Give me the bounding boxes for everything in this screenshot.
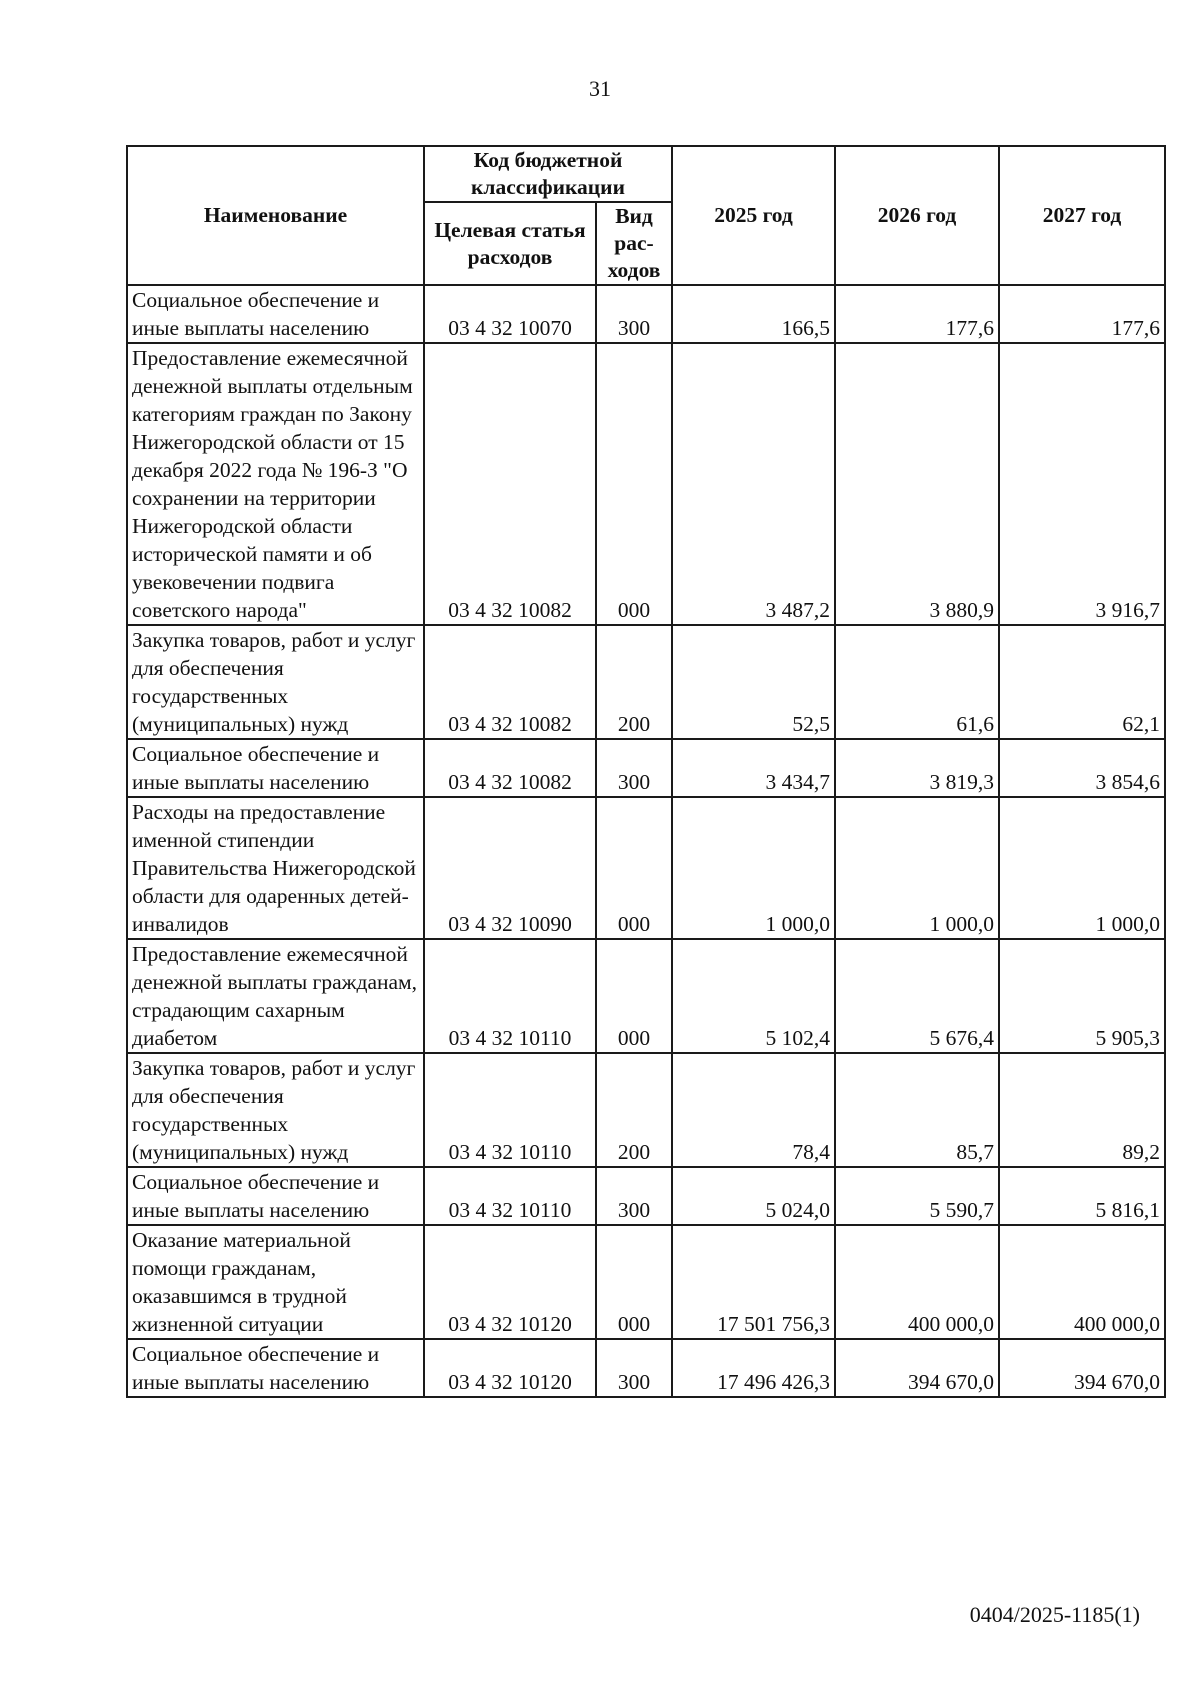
cell-2026: 177,6 [835,285,999,343]
cell-2026: 5 676,4 [835,939,999,1053]
table-row [127,1225,1165,1339]
cell-expense-type: 300 [596,1167,672,1225]
cell-2027: 3 854,6 [999,739,1165,797]
document-id: 0404/2025-1185(1) [969,1602,1140,1627]
cell-target-item: 03 4 32 10090 [424,797,596,939]
cell-name: Оказание материальной помощи гражданам, оказавшимся в трудной жизненной ситуации [127,1225,424,1339]
cell-2026: 3 880,9 [835,343,999,625]
cell-2026: 3 819,3 [835,739,999,797]
cell-2025: 17 501 756,3 [672,1225,835,1339]
table-row [127,285,1165,343]
cell-expense-type: 300 [596,285,672,343]
cell-2026: 61,6 [835,625,999,739]
cell-expense-type: 000 [596,1225,672,1339]
cell-name: Предоставление ежемесячной денежной выплаты гражданам, страдающим сахарным диабетом [127,939,424,1053]
cell-2027: 89,2 [999,1053,1165,1167]
cell-expense-type: 000 [596,939,672,1053]
cell-2025: 5 024,0 [672,1167,835,1225]
table-row [127,939,1165,1053]
table-header [127,146,1165,285]
cell-2027: 1 000,0 [999,797,1165,939]
page-number: 31 [589,76,611,101]
table-row [127,625,1165,739]
table-row [127,1339,1165,1397]
cell-target-item: 03 4 32 10082 [424,625,596,739]
table-row [127,1053,1165,1167]
cell-target-item: 03 4 32 10110 [424,1167,596,1225]
cell-2025: 17 496 426,3 [672,1339,835,1397]
cell-2026: 394 670,0 [835,1339,999,1397]
header-expense-type: Вид рас-ходов [596,202,672,285]
cell-2027: 400 000,0 [999,1225,1165,1339]
cell-expense-type: 200 [596,1053,672,1167]
cell-2027: 3 916,7 [999,343,1165,625]
cell-expense-type: 300 [596,1339,672,1397]
cell-2027: 5 816,1 [999,1167,1165,1225]
cell-target-item: 03 4 32 10120 [424,1225,596,1339]
cell-target-item: 03 4 32 10110 [424,939,596,1053]
header-2027: 2027 год [999,146,1165,285]
cell-2027: 5 905,3 [999,939,1165,1053]
cell-target-item: 03 4 32 10070 [424,285,596,343]
cell-name: Социальное обеспечение и иные выплаты населению [127,285,424,343]
cell-2027: 177,6 [999,285,1165,343]
table-body [127,285,1165,1397]
header-2025: 2025 год [672,146,835,285]
cell-name: Социальное обеспечение и иные выплаты населению [127,1339,424,1397]
header-2026: 2026 год [835,146,999,285]
cell-2025: 78,4 [672,1053,835,1167]
header-target-item: Целевая статья расходов [424,202,596,285]
cell-2027: 62,1 [999,625,1165,739]
cell-2026: 5 590,7 [835,1167,999,1225]
table-row [127,797,1165,939]
table-row [127,1167,1165,1225]
cell-target-item: 03 4 32 10082 [424,739,596,797]
table-row [127,343,1165,625]
cell-2025: 5 102,4 [672,939,835,1053]
cell-name: Расходы на предоставление именной стипендии Правительства Нижегородской области для одаренных детей-инвалидов [127,797,424,939]
cell-expense-type: 200 [596,625,672,739]
cell-2026: 1 000,0 [835,797,999,939]
cell-target-item: 03 4 32 10120 [424,1339,596,1397]
cell-2026: 85,7 [835,1053,999,1167]
cell-expense-type: 000 [596,343,672,625]
cell-2027: 394 670,0 [999,1339,1165,1397]
cell-2025: 3 434,7 [672,739,835,797]
cell-expense-type: 000 [596,797,672,939]
cell-expense-type: 300 [596,739,672,797]
cell-target-item: 03 4 32 10110 [424,1053,596,1167]
cell-2025: 52,5 [672,625,835,739]
header-name: Наименование [127,146,424,285]
cell-2025: 166,5 [672,285,835,343]
cell-name: Социальное обеспечение и иные выплаты населению [127,1167,424,1225]
table-row [127,739,1165,797]
cell-name: Закупка товаров, работ и услуг для обеспечения государственных (муниципальных) нужд [127,1053,424,1167]
cell-target-item: 03 4 32 10082 [424,343,596,625]
cell-name: Предоставление ежемесячной денежной выплаты отдельным категориям граждан по Закону Нижегородской области от 15 декабря 2022 года № 196-З "О сохранении на территории Нижегородской области исторической памяти и об увековечении подвига советского народа" [127,343,424,625]
cell-2025: 3 487,2 [672,343,835,625]
cell-2025: 1 000,0 [672,797,835,939]
cell-name: Социальное обеспечение и иные выплаты населению [127,739,424,797]
cell-name: Закупка товаров, работ и услуг для обеспечения государственных (муниципальных) нужд [127,625,424,739]
cell-2026: 400 000,0 [835,1225,999,1339]
header-budget-code: Код бюджетной классификации [424,146,672,202]
budget-table [126,145,1166,1398]
